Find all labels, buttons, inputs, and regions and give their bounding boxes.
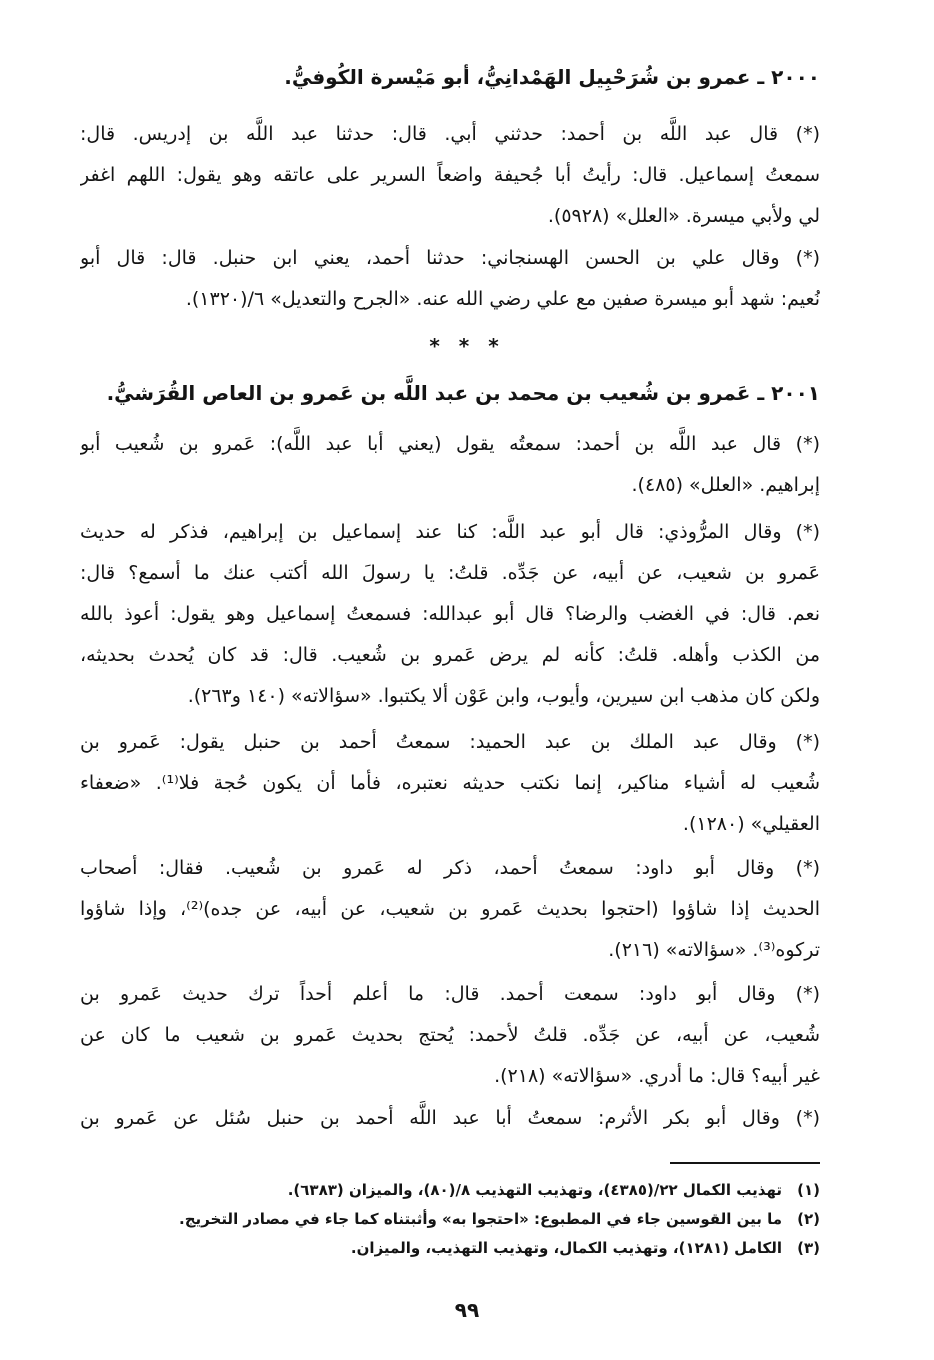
paragraph	[80, 512, 820, 717]
paragraph	[80, 974, 820, 1097]
text-line: (*) وقال أبو داود: سمعتُ أحمد، ذكر له عَمرو بن شُعيب. فقال: أصحاب	[80, 857, 820, 879]
text-line: لي ولأبي ميسرة. «العلل» (٥٩٢٨).	[547, 205, 820, 227]
text-line: نُعيم: شهد أبو ميسرة صفين مع علي رضي الله عنه. «الجرح والتعديل» ٦/(١٣٢٠).	[185, 288, 820, 310]
entry-heading-2001: ٢٠٠١ ـ عَمرو بن شُعيب بن محمد بن عبد اللَّه بن عَمرو بن العاص القُرَشيُّ.	[106, 381, 820, 405]
text-line: (*) قال عبد اللَّه بن أحمد: حدثني أبي. قال: حدثنا عبد اللَّه بن إدريس. قال:	[80, 123, 820, 145]
footnotes	[80, 1176, 820, 1263]
text-line: (*) وقال أبو داود: سمعت أحمد. قال: ما أعلم أحداً ترك حديث عَمرو بن	[80, 983, 820, 1005]
text-line: غير أبيه؟ قال: ما أدري. «سؤالاته» (٢١٨).	[494, 1065, 820, 1087]
footnote-text: تهذيب الكمال ٢٢/(٤٣٨٥)، وتهذيب التهذيب ٨/(٨٠)، والميزان (٦٣٨٣).	[287, 1181, 782, 1199]
text-line: عَمرو بن شعيب، عن أبيه، عن جَدِّه. قلتُ: يا رسولَ الله أكتب عنك ما أسمع؟ قال:	[80, 562, 820, 584]
footnote-number: (١)	[797, 1181, 820, 1199]
text-line: ولكن كان مذهب ابن سيرين، وأيوب، وابن عَوْن ألا يكتبوا. «سؤالاته» (١٤٠ و٢٦٣).	[187, 685, 820, 707]
entry-heading-2000: ٢٠٠٠ ـ عمرو بن شُرَحْبِيل الهَمْدانِيُّ، أبو مَيْسرة الكُوفيُّ.	[284, 65, 820, 89]
text-line: (*) قال عبد اللَّه بن أحمد: سمعتُه يقول (يعني أبا عبد اللَّه): عَمرو بن شُعيب أبو	[80, 433, 820, 455]
text-line: (*) وقال المرُّوذي: قال أبو عبد اللَّه: كنا عند إسماعيل بن إبراهيم، فذكر له حديث	[80, 521, 820, 543]
text-line: شُعيب له أشياء مناكير، إنما نكتب حديثه نعتبره، فأما أن يكون حُجة فلا⁽¹⁾. «ضعفاء	[80, 772, 820, 794]
footnote-number: (٢)	[797, 1210, 820, 1228]
text-line: الحديث إذا شاؤوا (احتجوا بحديث عَمرو بن شعيب، عن أبيه، عن جده)⁽²⁾، وإذا شاؤوا	[80, 898, 820, 920]
footnote	[80, 1205, 820, 1234]
footnote-number: (٣)	[797, 1239, 820, 1257]
text-line: شُعيب، عن أبيه، عن جَدِّه. قلتُ لأحمد: يُحتج بحديث عَمرو بن شعيب ما كان عن	[80, 1024, 820, 1046]
footnote-divider	[670, 1162, 820, 1164]
text-line: نعم. قال: في الغضب والرضا؟ قال أبو عبدالله: فسمعتُ إسماعيل وهو يقول: أعوذ بالله	[80, 603, 820, 625]
paragraph	[80, 848, 820, 971]
text-line: (*) وقال عبد الملك بن عبد الحميد: سمعتُ أحمد بن حنبل يقول: عَمرو بن	[80, 731, 820, 753]
text-line: (*) وقال علي بن الحسن الهسنجاني: حدثنا أحمد، يعني ابن حنبل. قال: قال أبو	[80, 247, 820, 269]
paragraph	[80, 424, 820, 506]
footnote-text: الكامل (١٢٨١)، وتهذيب الكمال، وتهذيب التهذيب، والميزان.	[350, 1239, 782, 1257]
paragraph	[80, 114, 820, 237]
section-separator: * * *	[429, 334, 505, 358]
paragraph	[80, 722, 820, 845]
page-number: ٩٩	[454, 1298, 480, 1322]
footnote	[80, 1234, 820, 1263]
text-line: إبراهيم. «العلل» (٤٨٥).	[631, 474, 820, 496]
text-line: من الكذب وأهله. قلتُ: كأنه لم يرض عَمرو بن شُعيب. قال: قد كان يُحدث بحديثه،	[80, 644, 820, 666]
paragraph	[80, 1098, 820, 1139]
text-line: العقيلي» (١٢٨٠).	[682, 813, 820, 835]
text-line: سمعتُ إسماعيل. قال: رأيتُ أبا جُحيفة واضعاً السرير على عاتقه وهو يقول: اللهم اغفر	[80, 164, 820, 186]
paragraph	[80, 238, 820, 320]
text-line: (*) وقال أبو بكر الأثرم: سمعتُ أبا عبد اللَّه أحمد بن حنبل سُئل عن عَمرو بن	[80, 1107, 820, 1129]
footnote	[80, 1176, 820, 1205]
text-line: تركوه⁽³⁾. «سؤالاته» (٢١٦).	[608, 939, 820, 961]
footnote-text: ما بين القوسين جاء في المطبوع: «احتجوا به» وأثبتناه كما جاء في مصادر التخريج.	[179, 1210, 782, 1228]
